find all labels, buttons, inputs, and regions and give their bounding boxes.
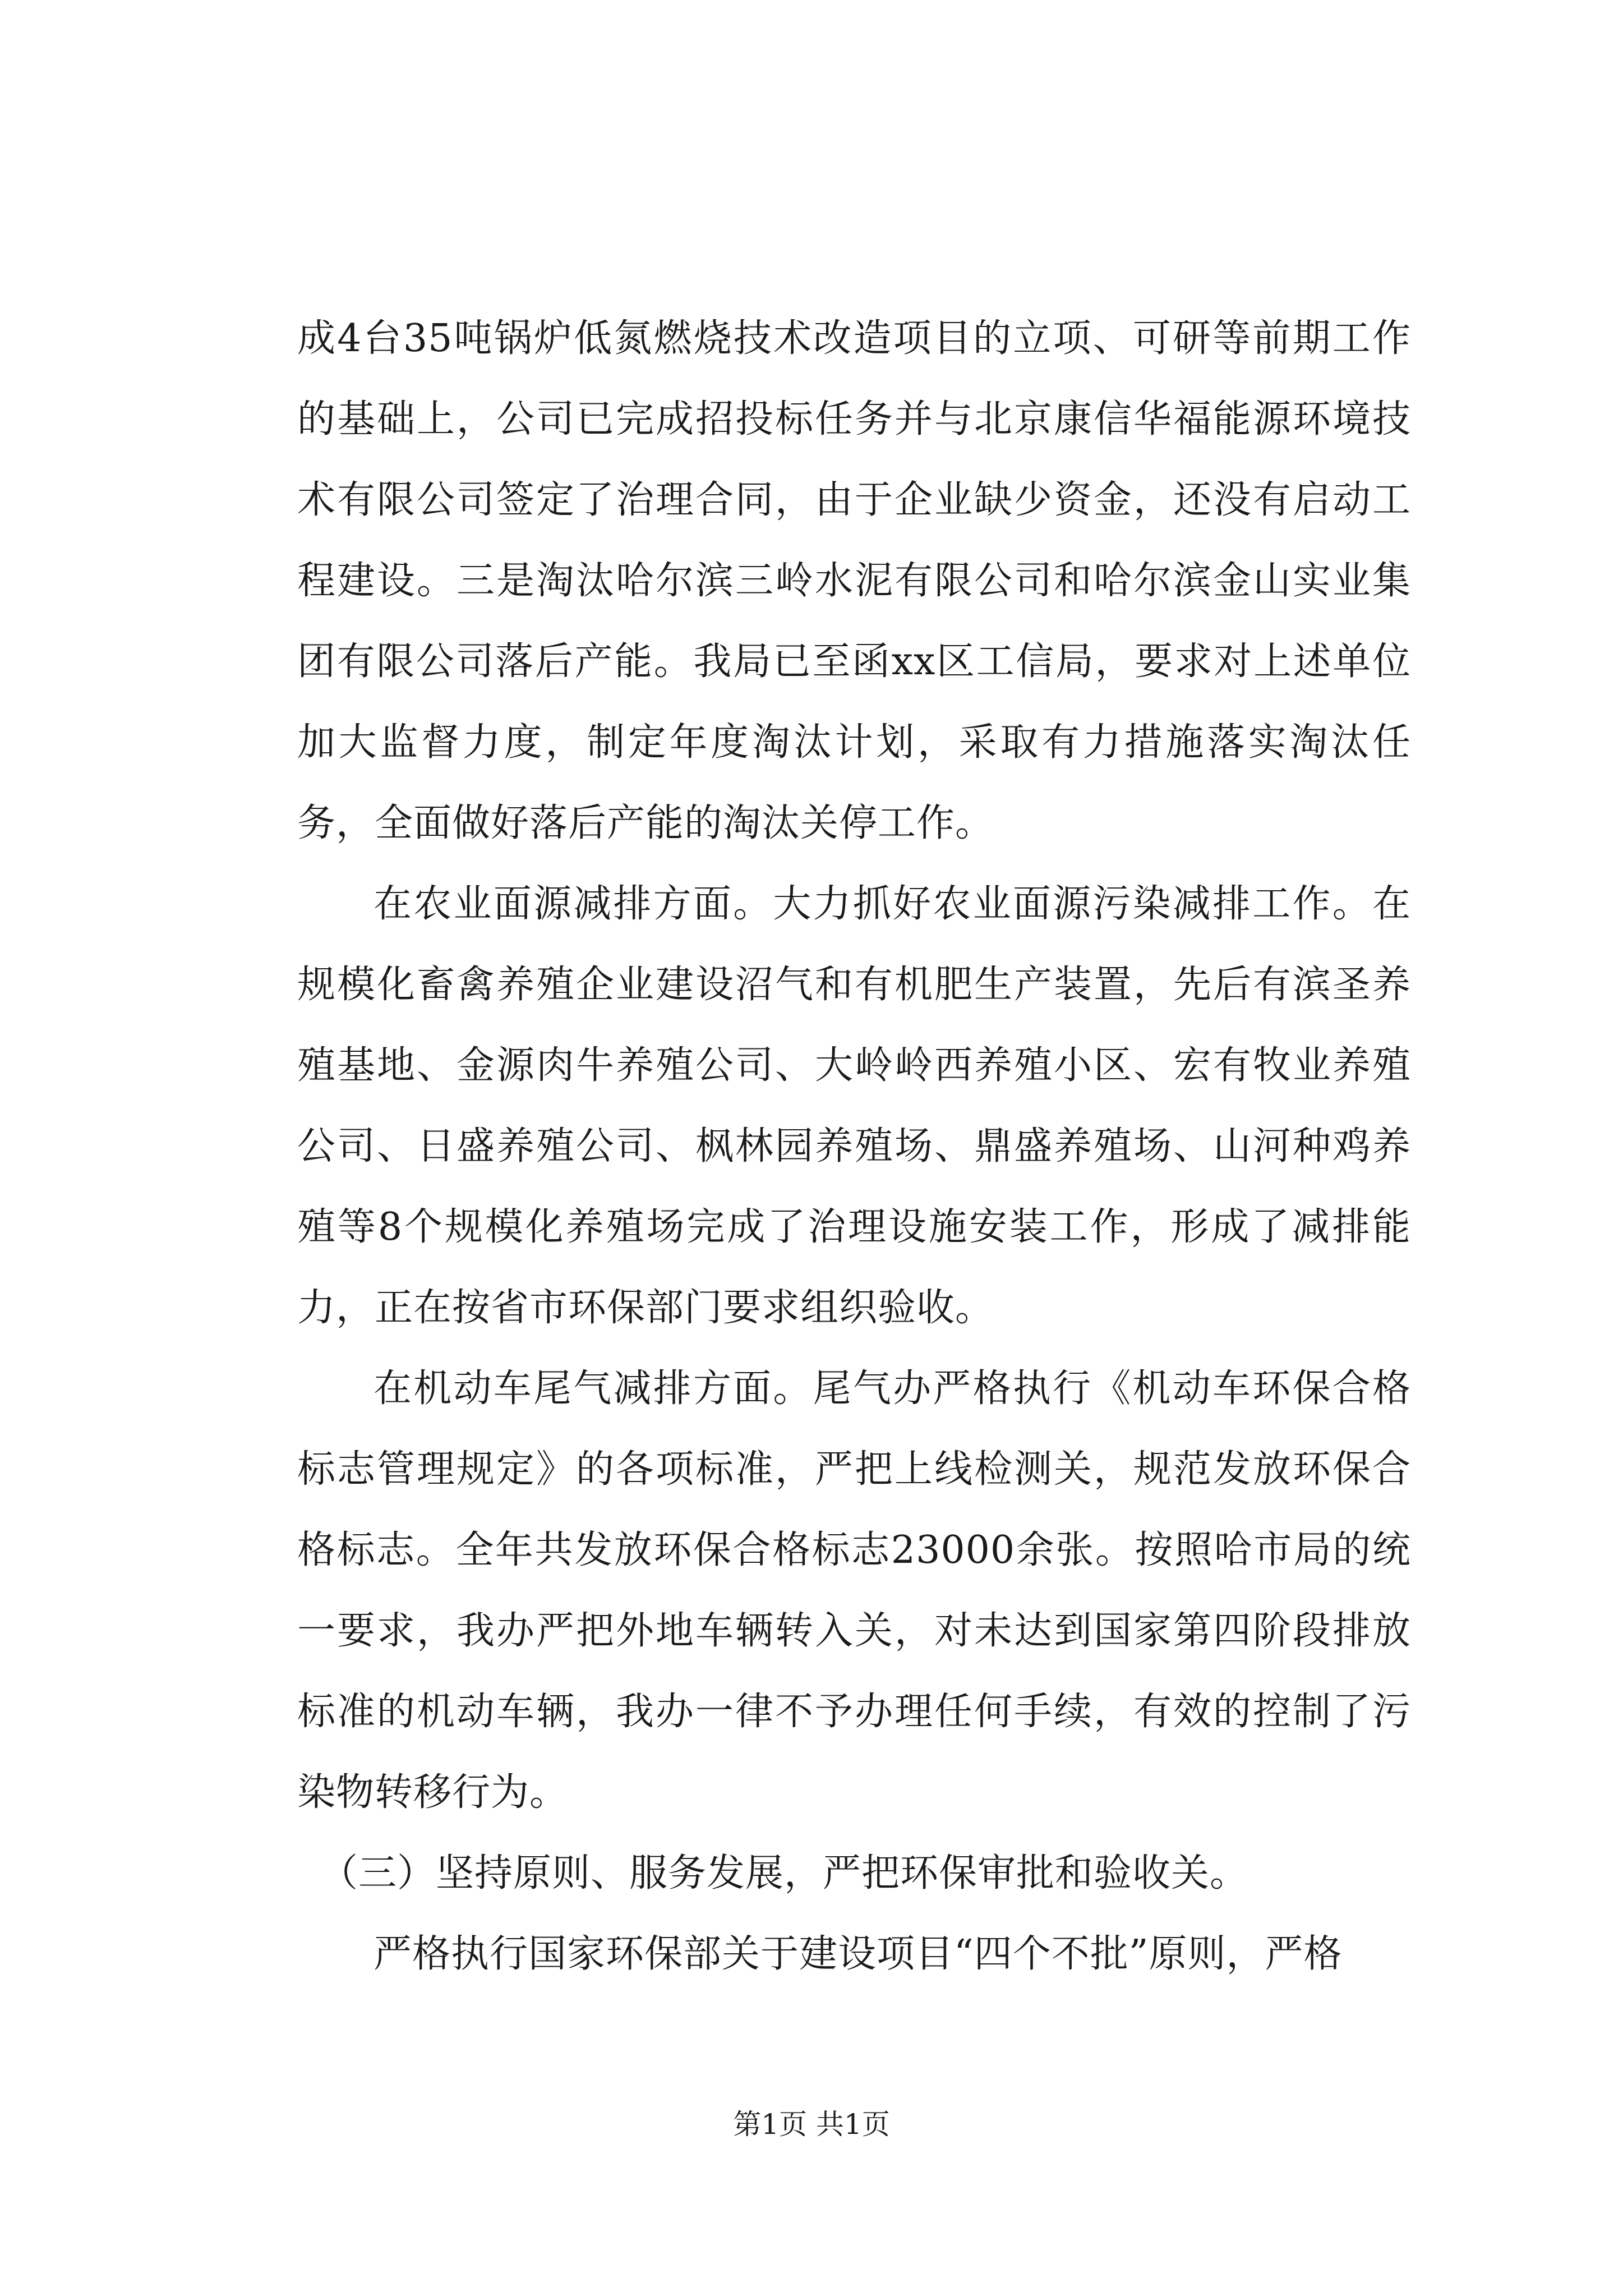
paragraph-continuation: 成4台35吨锅炉低氮燃烧技术改造项目的立项、可研等前期工作的基础上，公司已完成招投标任务并与北京康信华福能源环境技术有限公司签定了治理合同，由于企业缺少资金，还没有启动工程建设。三是淘汰哈尔滨三岭水泥有限公司和哈尔滨金山实业集团有限公司落后产能。我局已至函xx区工信局，要求对上述单位加大监督力度，制定年度淘汰计划，采取有力措施落实淘汰任务，全面做好落后产能的淘汰关停工作。 — [297, 316, 1411, 845]
page-number-label: 第1页 共1页 — [733, 2108, 890, 2141]
paragraph-approval: 严格执行国家环保部关于建设项目“四个不批”原则，严格 — [374, 1932, 1343, 1976]
paragraph-agricultural-emission: 在农业面源减排方面。大力抓好农业面源污染减排工作。在规模化畜禽养殖企业建设沼气和有机肥生产装置，先后有滨圣养殖基地、金源肉牛养殖公司、大岭岭西养殖小区、宏有牧业养殖公司、日盛养殖公司、枫林园养殖场、鼎盛养殖场、山河种鸡养殖等8个规模化养殖场完成了治理设施安装工作，形成了减排能力，正在按省市环保部门要求组织验收。 — [297, 882, 1411, 1330]
page-footer — [0, 2105, 1623, 2144]
document-body — [297, 298, 1411, 1995]
paragraph-vehicle-emission: 在机动车尾气减排方面。尾气办严格执行《机动车环保合格标志管理规定》的各项标准，严把上线检测关，规范发放环保合格标志。全年共发放环保合格标志23000余张。按照哈市局的统一要求，我办严把外地车辆转入关，对未达到国家第四阶段排放标准的机动车辆，我办一律不予办理任何手续，有效的控制了污染物转移行为。 — [297, 1366, 1411, 1815]
section-heading: （三）坚持原则、服务发展，严把环保审批和验收关。 — [320, 1851, 1249, 1895]
